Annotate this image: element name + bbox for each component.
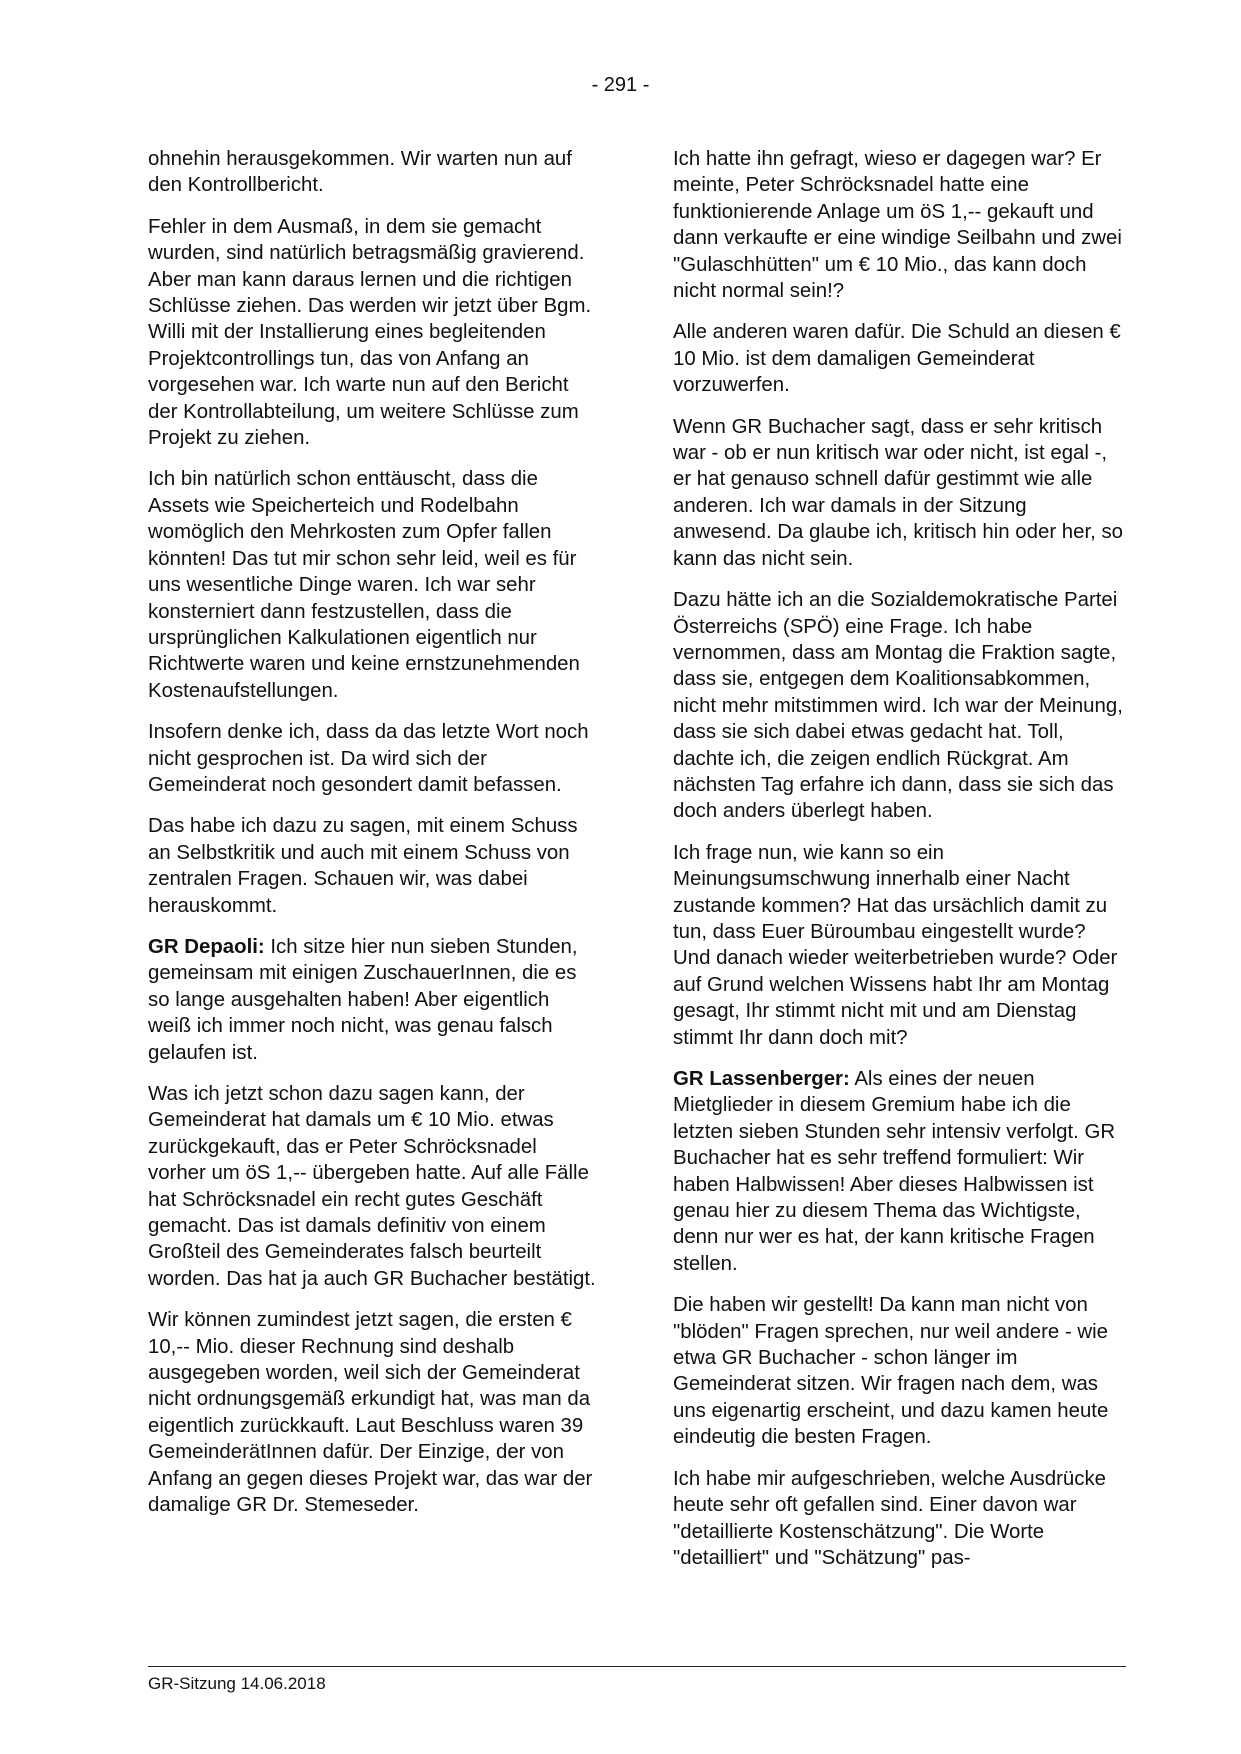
paragraph: Ich hatte ihn gefragt, wieso er dagegen war? Er meinte, Peter Schröcksnadel hatte eine funktionierende Anlage um öS 1,-- gekauft und dann verkaufte er eine windige Seilbahn und zwei "Gulaschhütten" um € 10 Mio., das kann doch nicht normal sein!? [673, 148, 1122, 303]
paragraph: Insofern denke ich, dass da das letzte Wort noch nicht gesprochen ist. Da wird sich der Gemeinderat noch gesondert damit befassen. [148, 721, 589, 796]
paragraph: GR Depaoli: Ich sitze hier nun sieben Stunden, gemeinsam mit einigen ZuschauerInnen, die es so lange ausgehalten haben! Aber eigentlich weiß ich immer noch nicht, was genau falsch gelaufen ist. [148, 935, 578, 1064]
paragraph: Die haben wir gestellt! Da kann man nicht von "blöden" Fragen sprechen, nur weil andere - wie etwa GR Buchacher - schon länger im Gemeinderat sitzen. Wir fragen nach dem, was uns eigenartig erscheint, und dazu kamen heute eindeutig die besten Fragen. [673, 1294, 1109, 1449]
paragraph: Ich habe mir aufgeschrieben, welche Ausdrücke heute sehr oft gefallen sind. Einer davon war "detaillierte Kostenschätzung". Die Worte "detailliert" und "Schätzung" pas- [673, 1467, 1106, 1569]
paragraph: Wir können zumindest jetzt sagen, die ersten € 10,-- Mio. dieser Rechnung sind deshalb ausgegeben worden, weil sich der Gemeinderat nicht ordnungsgemäß erkundigt hat, was man da eigentlich zurückkauft. Laut Beschluss waren 39 GemeinderätInnen dafür. Der Einzige, der von Anfang an gegen dieses Projekt war, das war der damalige GR Dr. Stemeseder. [148, 1309, 593, 1517]
left-column [148, 146, 596, 1534]
footer-session-date: GR-Sitzung 14.06.2018 [148, 1674, 326, 1693]
paragraph: GR Lassenberger: Als eines der neuen Mietglieder in diesem Gremium habe ich die letzten sieben Stunden sehr intensiv verfolgt. GR Buchacher hat es sehr treffend formuliert: Wir haben Halbwissen! Aber dieses Halbwissen ist genau hier zu diesem Thema das Wichtigste, denn nur wer es hat, der kann kritische Fragen stellen. [673, 1068, 1116, 1275]
right-column [673, 146, 1125, 1586]
paragraph: Was ich jetzt schon dazu sagen kann, der Gemeinderat hat damals um € 10 Mio. etwas zurückgekauft, das er Peter Schröcksnadel vorher um öS 1,-- übergeben hatte. Auf alle Fälle hat Schröcksnadel ein recht gutes Geschäft gemacht. Das ist damals definitiv von einem Großteil des Gemeinderates falsch beurteilt worden. Das hat ja auch GR Buchacher bestätigt. [148, 1083, 596, 1290]
paragraph: Fehler in dem Ausmaß, in dem sie gemacht wurden, sind natürlich betragsmäßig gravierend. Aber man kann daraus lernen und die richtigen Schlüsse ziehen. Das werden wir jetzt über Bgm. Willi mit der Installierung eines begleitenden Projektcontrollings tun, das von Anfang an vorgesehen war. Ich warte nun auf den Bericht der Kontrollabteilung, um weitere Schlüsse zum Projekt zu ziehen. [148, 215, 592, 450]
speaker-name: GR Depaoli: [148, 935, 265, 958]
paragraph: ohnehin herausgekommen. Wir warten nun auf den Kontrollbericht. [148, 148, 572, 197]
paragraph: Dazu hätte ich an die Sozialdemokratische Partei Österreichs (SPÖ) eine Frage. Ich habe vernommen, dass am Montag die Fraktion sagte, dass sie, entgegen dem Koalitionsabkommen, nicht mehr mitstimmen wird. Ich war der Meinung, dass sie sich dabei etwas gedacht hat. Toll, dachte ich, die zeigen endlich Rückgrat. Am nächsten Tag erfahre ich dann, dass sie sich das doch anders überlegt haben. [673, 589, 1123, 823]
page-number: - 291 - [591, 74, 650, 96]
paragraph: Alle anderen waren dafür. Die Schuld an diesen € 10 Mio. ist dem damaligen Gemeinderat vorzuwerfen. [673, 321, 1121, 397]
footer-divider [148, 1666, 1126, 1667]
paragraph: Ich bin natürlich schon enttäuscht, dass die Assets wie Speicherteich und Rodelbahn womöglich den Mehrkosten zum Opfer fallen könnten! Das tut mir schon sehr leid, weil es für uns wesentliche Dinge waren. Ich war sehr konsterniert dann festzustellen, dass die ursprünglichen Kalkulationen eigentlich nur Richtwerte waren und keine ernstzunehmenden Kostenaufstellungen. [148, 468, 580, 702]
paragraph: Ich frage nun, wie kann so ein Meinungsumschwung innerhalb einer Nacht zustande kommen? Hat das ursächlich damit zu tun, dass Euer Büroumbau eingestellt wurde? Und danach wieder weiterbetrieben wurde? Oder auf Grund welchen Wissens habt Ihr am Montag gesagt, Ihr stimmt nicht mit und am Dienstag stimmt Ihr dann doch mit? [673, 841, 1118, 1049]
speaker-name: GR Lassenberger: [673, 1068, 850, 1090]
paragraph: Wenn GR Buchacher sagt, dass er sehr kritisch war - ob er nun kritisch war oder nicht, ist egal -, er hat genauso schnell dafür gestimmt wie alle anderen. Ich war damals in der Sitzung anwesend. Da glaube ich, kritisch hin oder her, so kann das nicht sein. [673, 415, 1123, 570]
paragraph: Das habe ich dazu zu sagen, mit einem Schuss an Selbstkritik und auch mit einem Schuss von zentralen Fragen. Schauen wir, was dabei herauskommt. [148, 815, 578, 917]
